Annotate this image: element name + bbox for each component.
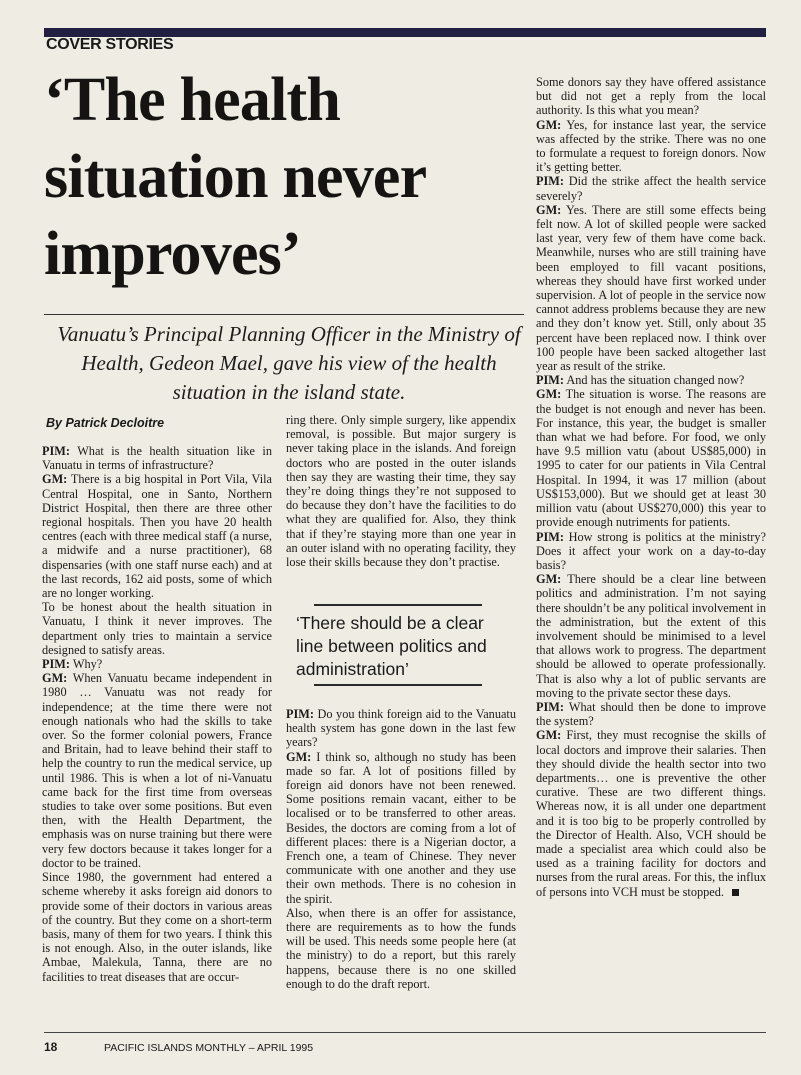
speaker-label: PIM: <box>536 174 564 189</box>
paragraph <box>286 906 516 991</box>
paragraph <box>536 118 766 175</box>
paragraph <box>536 530 766 573</box>
paragraph-text: When Vanuatu became independent in 1980 … Vanuatu was not ready for independence; at the time there were not enough nationals who had the skills to take over. So the former colonial powers, France and Britain, had to leave behind their staff to help the country to run the medical service, up until 1986. This is when a lot of ni-Vanuatu came back for the first time from overseas studies to take over some positions. But even then, with the Health Department, the emphasis was on nurse training but there were very few doctors because it takes longer for a doctor to be trained. <box>42 671 272 870</box>
paragraph <box>536 203 766 373</box>
paragraph-text: ring there. Only simple surgery, like appendix removal, is possible. But major surgery is never taking place in the islands. And foreign doctors who are posted in the outer islands then say they are wasting their time, they say they’re doing things they’re not supposed to do because they don’t have the facilities to do what they are qualified for. Also, they think that if they’re staying more than one year in an outer island with no operating facility, they lose their skills because they don’t practise. <box>286 413 516 570</box>
pullquote: ‘There should be a clear line between politics and administration’ <box>296 613 487 679</box>
headline: ‘The health situation never improves’ <box>44 66 427 288</box>
paragraph-text: Since 1980, the government had entered a scheme whereby it asks foreign aid donors to provide some of their doctors in various areas of the country. But they come on a short-term basis, many of them for two years. I think this is not enough. Also, in the outer islands, like Ambae, Malekula, Tanna, there are no facilities to treat diseases that are occur- <box>42 870 272 984</box>
article-column-2-top <box>286 413 516 569</box>
paragraph-text: First, they must recognise the skills of local doctors and improve their salaries. Then they should divide the health sector into two departments… one is preventive the other curative. These are two different things. Whereas now, it is all under one department and it is too big to be properly controlled by the Director of Health. Also, VCH should be made a specialist area which could also be used as a training facility for doctors and nurses from the rural areas. For this, the influx of persons into VCH must be stopped. <box>536 728 766 899</box>
section-label: COVER STORIES <box>46 36 174 53</box>
speaker-label: PIM: <box>42 657 70 672</box>
paragraph-text: The situation is worse. The reasons are the budget is not enough and never has been. For instance, this year, the budget is smaller than what we had before. For food, we only have 9.5 million vatu (about US$85,000) in 1995 to cater for our patients in Vila Central Hospital. In 1994, it was 17 million (about US$153,000). But we should get at least 30 million vatu (about US$270,000) this year to provide enough nutriments for patients. <box>536 387 766 530</box>
paragraph-text: There is a big hospital in Port Vila, Vila Central Hospital, one in Santo, Northern District Hospital, then there are three other regional hospitals. Then you have 20 health centres (each with three medical staff (a nurse, a midwife and a nurse practitioner), 68 dispensaries (with one staff nurse each) and at the last records, 162 aid posts, some of which are no longer working. <box>42 472 272 601</box>
article-column-2-bottom <box>286 707 516 991</box>
deck-rule <box>44 314 524 315</box>
speaker-label: GM: <box>536 572 562 587</box>
paragraph <box>536 373 766 387</box>
paragraph-text: Also, when there is an offer for assistance, there are requirements as to how the funds will be used. This needs some people here (at the ministry) to do a report, but this rarely happens, because there is no one skilled enough to do the draft report. <box>286 905 516 991</box>
paragraph <box>286 750 516 906</box>
speaker-label: GM: <box>42 472 68 487</box>
paragraph-text: Do you think foreign aid to the Vanuatu health system has gone down in the last few years? <box>286 707 516 750</box>
speaker-label: PIM: <box>536 529 564 544</box>
paragraph-text: I think so, although no study has been made so far. A lot of positions filled by foreign aid donors have not been renewed. Some positions remain vacant, either to be localised or to be transferred to other areas. Besides, the doctors are coming from a lot of different places: there is a Nigerian doctor, a French one, a team of Chinese. They never communicate with one another and they use their own methods. There is no cohesion in the spirit. <box>286 749 516 906</box>
paragraph <box>536 75 766 118</box>
speaker-label: GM: <box>286 749 312 764</box>
paragraph <box>536 728 766 898</box>
speaker-label: GM: <box>536 117 562 132</box>
paragraph <box>42 444 272 472</box>
paragraph <box>42 600 272 657</box>
speaker-label: GM: <box>536 202 562 217</box>
article-column-1 <box>42 444 272 984</box>
paragraph <box>42 657 272 671</box>
paragraph <box>286 413 516 569</box>
paragraph-text: What should then be done to improve the system? <box>536 699 766 729</box>
paragraph <box>536 174 766 202</box>
footer-rule <box>44 1032 766 1033</box>
paragraph-text: Did the strike affect the health service severely? <box>536 174 766 203</box>
end-mark-icon <box>732 889 739 896</box>
speaker-label: PIM: <box>536 699 564 714</box>
paragraph-text: And has the situation changed now? <box>564 373 745 388</box>
page-number: 18 <box>44 1040 58 1054</box>
article-column-3 <box>536 75 766 899</box>
paragraph-text: Yes, for instance last year, the service was affected by the strike. There was no one to formulate a request to foreign donors. Now it’s getting better. <box>536 117 766 175</box>
speaker-label: PIM: <box>286 707 314 721</box>
pullquote-rule-top <box>314 604 482 606</box>
paragraph <box>286 707 516 750</box>
paragraph-text: How strong is politics at the ministry? Does it affect your work on a day-to-day basis? <box>536 529 766 572</box>
paragraph <box>42 671 272 870</box>
paragraph <box>42 870 272 984</box>
pullquote-rule-bottom <box>314 684 482 686</box>
deck-standfirst: Vanuatu’s Principal Planning Officer in the Ministry of Health, Gedeon Mael, gave his view of the health situation in the island state. <box>57 322 521 404</box>
speaker-label: GM: <box>42 671 68 686</box>
paragraph <box>536 572 766 700</box>
paragraph-text: There should be a clear line between politics and administration. I’m not saying there shouldn’t be any political involvement in the administration, but the extent of this involvement should be minimised to a level that allows work to progress. The department should be allowed to operate professionally. That is also why a lot of public servants are moving to the private sector these days. <box>536 572 766 700</box>
paragraph-text: Why? <box>70 657 103 672</box>
speaker-label: PIM: <box>536 373 564 388</box>
paragraph <box>536 387 766 529</box>
paragraph-text: Yes. There are still some effects being felt now. A lot of skilled people were sacked last year, very few of them have come back. Meanwhile, nurses who are still training have been employed to fill vacant positions, whereas they should have first worked under supervision. A lot of people in the service now cannot address problems because they are new and they don’t know yet. Still, only about 35 percent have been replaced now. I think over 100 people have been sacked altogether last year as result of the strike. <box>536 202 766 374</box>
speaker-label: GM: <box>536 728 562 743</box>
paragraph-text: What is the health situation like in Vanuatu in terms of infrastructure? <box>42 444 272 473</box>
paragraph <box>536 700 766 728</box>
speaker-label: GM: <box>536 387 562 402</box>
paragraph-text: To be honest about the health situation in Vanuatu, I think it never improves. The department only tries to maintain a service designed to satisfy areas. <box>42 600 272 657</box>
speaker-label: PIM: <box>42 444 70 458</box>
byline: By Patrick Decloitre <box>46 416 165 430</box>
paragraph <box>42 472 272 600</box>
paragraph-text: Some donors say they have offered assistance but did not get a reply from the local authority. Is this what you mean? <box>536 75 766 118</box>
publication-line: PACIFIC ISLANDS MONTHLY – APRIL 1995 <box>104 1042 314 1054</box>
